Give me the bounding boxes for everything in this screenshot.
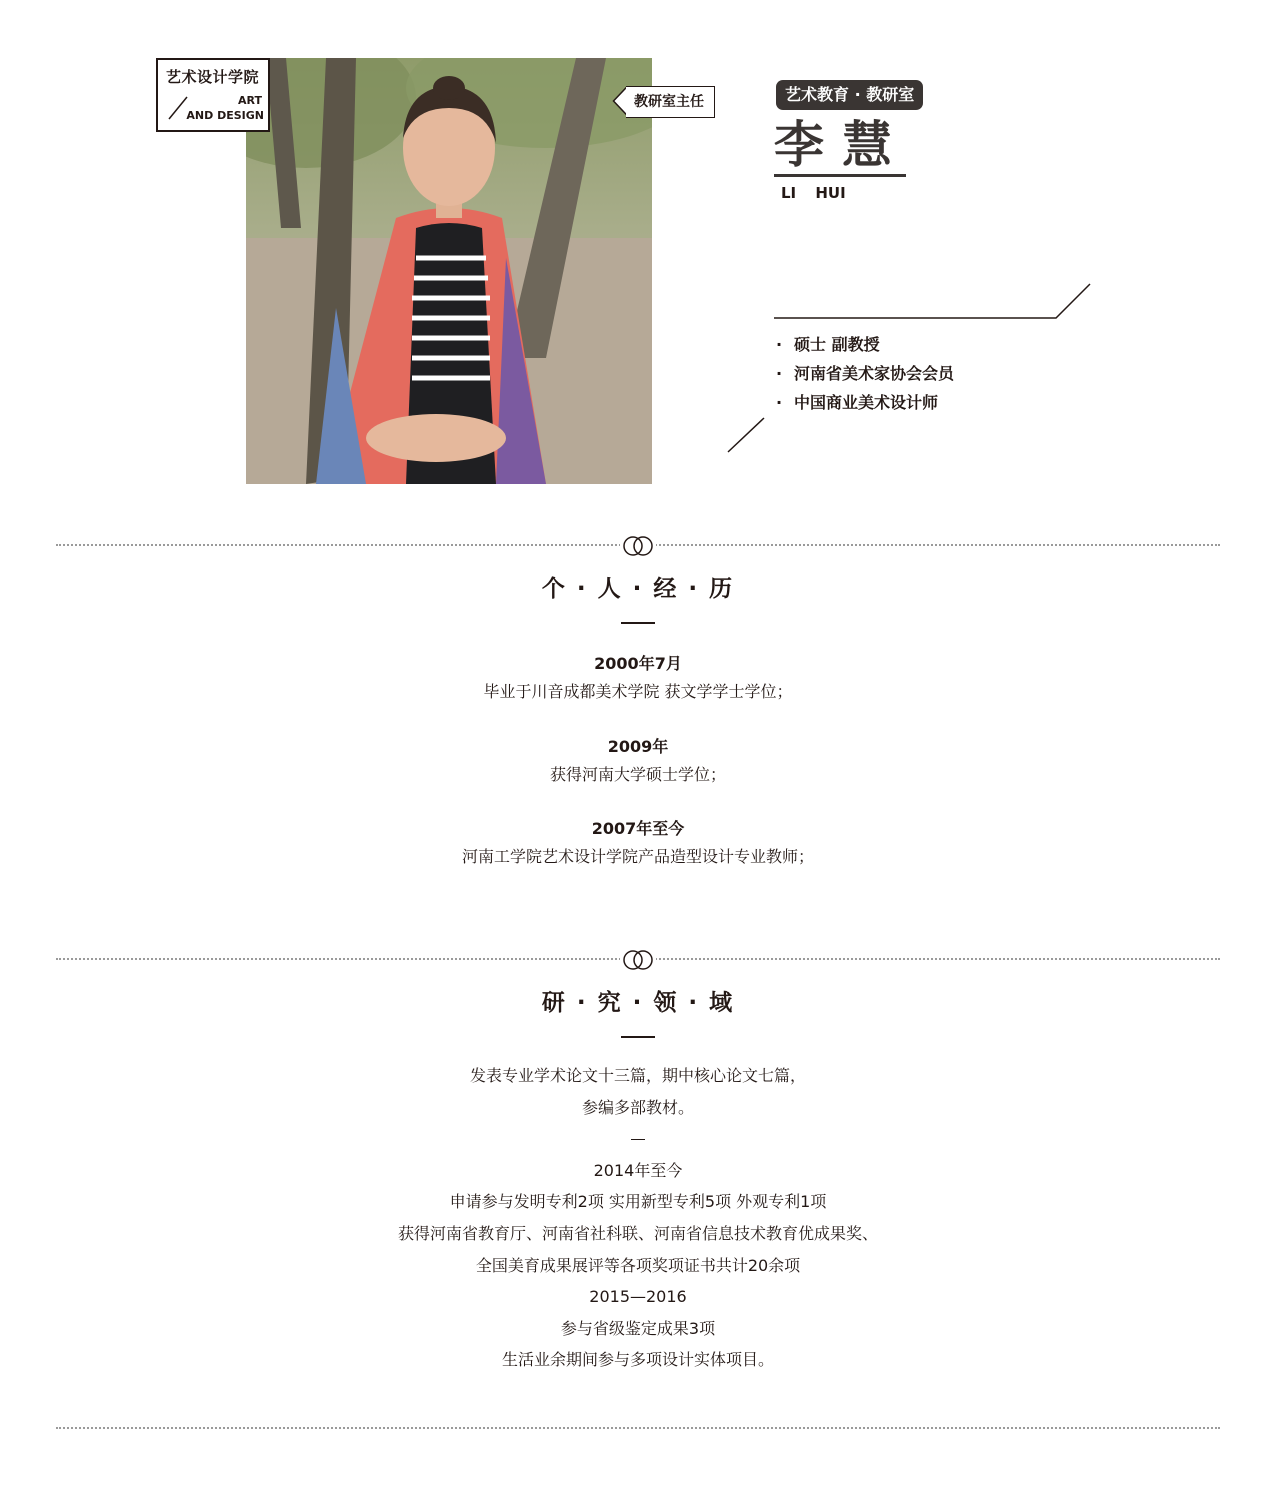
title-item: · 河南省美术家协会会员 — [776, 359, 954, 388]
section-title-research: 研 · 究 · 领 · 域 — [541, 990, 735, 1016]
research-intro — [0, 1060, 1276, 1376]
decorative-bracket-line — [772, 282, 1094, 322]
name-chinese: 李慧 — [774, 116, 910, 174]
decorative-slash-line — [726, 416, 766, 454]
logo-en-line1: ART — [238, 94, 262, 107]
rings-icon — [620, 948, 656, 972]
research-line: 生活业余期间参与多项设计实体项目。 — [501, 1350, 774, 1370]
profile-photo-illustration — [246, 58, 652, 484]
logo-en-line2: AND DESIGN — [186, 109, 264, 122]
experience-desc: 河南工学院艺术设计学院产品造型设计专业教师； — [461, 847, 814, 866]
research-line: 全国美育成果展评等各项奖项证书共计20余项 — [475, 1255, 801, 1275]
experience-year: 2000年7月 — [594, 654, 682, 673]
section-divider — [56, 1427, 1220, 1429]
experience-desc: 获得河南大学硕士学位； — [549, 765, 726, 784]
experience-year: 2007年至今 — [591, 819, 685, 838]
research-intro-line: 发表专业学术论文十三篇，期中核心论文七篇， — [469, 1066, 806, 1085]
research-line: 参与省级鉴定成果3项 — [560, 1318, 716, 1338]
department-badge: 艺术教育 · 教研室 — [776, 80, 923, 110]
title-list — [776, 330, 954, 417]
logo-cn-text: 艺术设计学院 — [166, 68, 260, 86]
profile-photo — [246, 58, 652, 484]
name-english: LI HUI — [781, 184, 846, 202]
section-title-dash — [621, 622, 655, 624]
college-logo — [156, 58, 270, 132]
name-underline — [774, 174, 906, 177]
section-title-dash — [621, 1036, 655, 1038]
research-line: 申请参与发明专利2项 实用新型专利5项 外观专利1项 — [449, 1192, 827, 1212]
title-item: · 中国商业美术设计师 — [776, 388, 954, 417]
logo-slash-icon — [168, 96, 188, 120]
research-line: 2014年至今 — [593, 1160, 683, 1180]
title-item: · 硕士 副教授 — [776, 330, 954, 359]
role-tag: 教研室主任 — [626, 86, 715, 118]
research-line: 2015—2016 — [589, 1287, 687, 1307]
research-line: 获得河南省教育厅、河南省社科联、河南省信息技术教育优成果奖、 — [397, 1223, 878, 1243]
experience-desc: 毕业于川音成都美术学院 获文学学士学位； — [483, 682, 793, 701]
rings-icon — [620, 534, 656, 558]
section-title-experience: 个 · 人 · 经 · 历 — [541, 576, 735, 602]
research-intro-line: 参编多部教材。 — [581, 1097, 694, 1117]
research-separator — [0, 1123, 1276, 1155]
experience-year: 2009年 — [607, 737, 669, 756]
